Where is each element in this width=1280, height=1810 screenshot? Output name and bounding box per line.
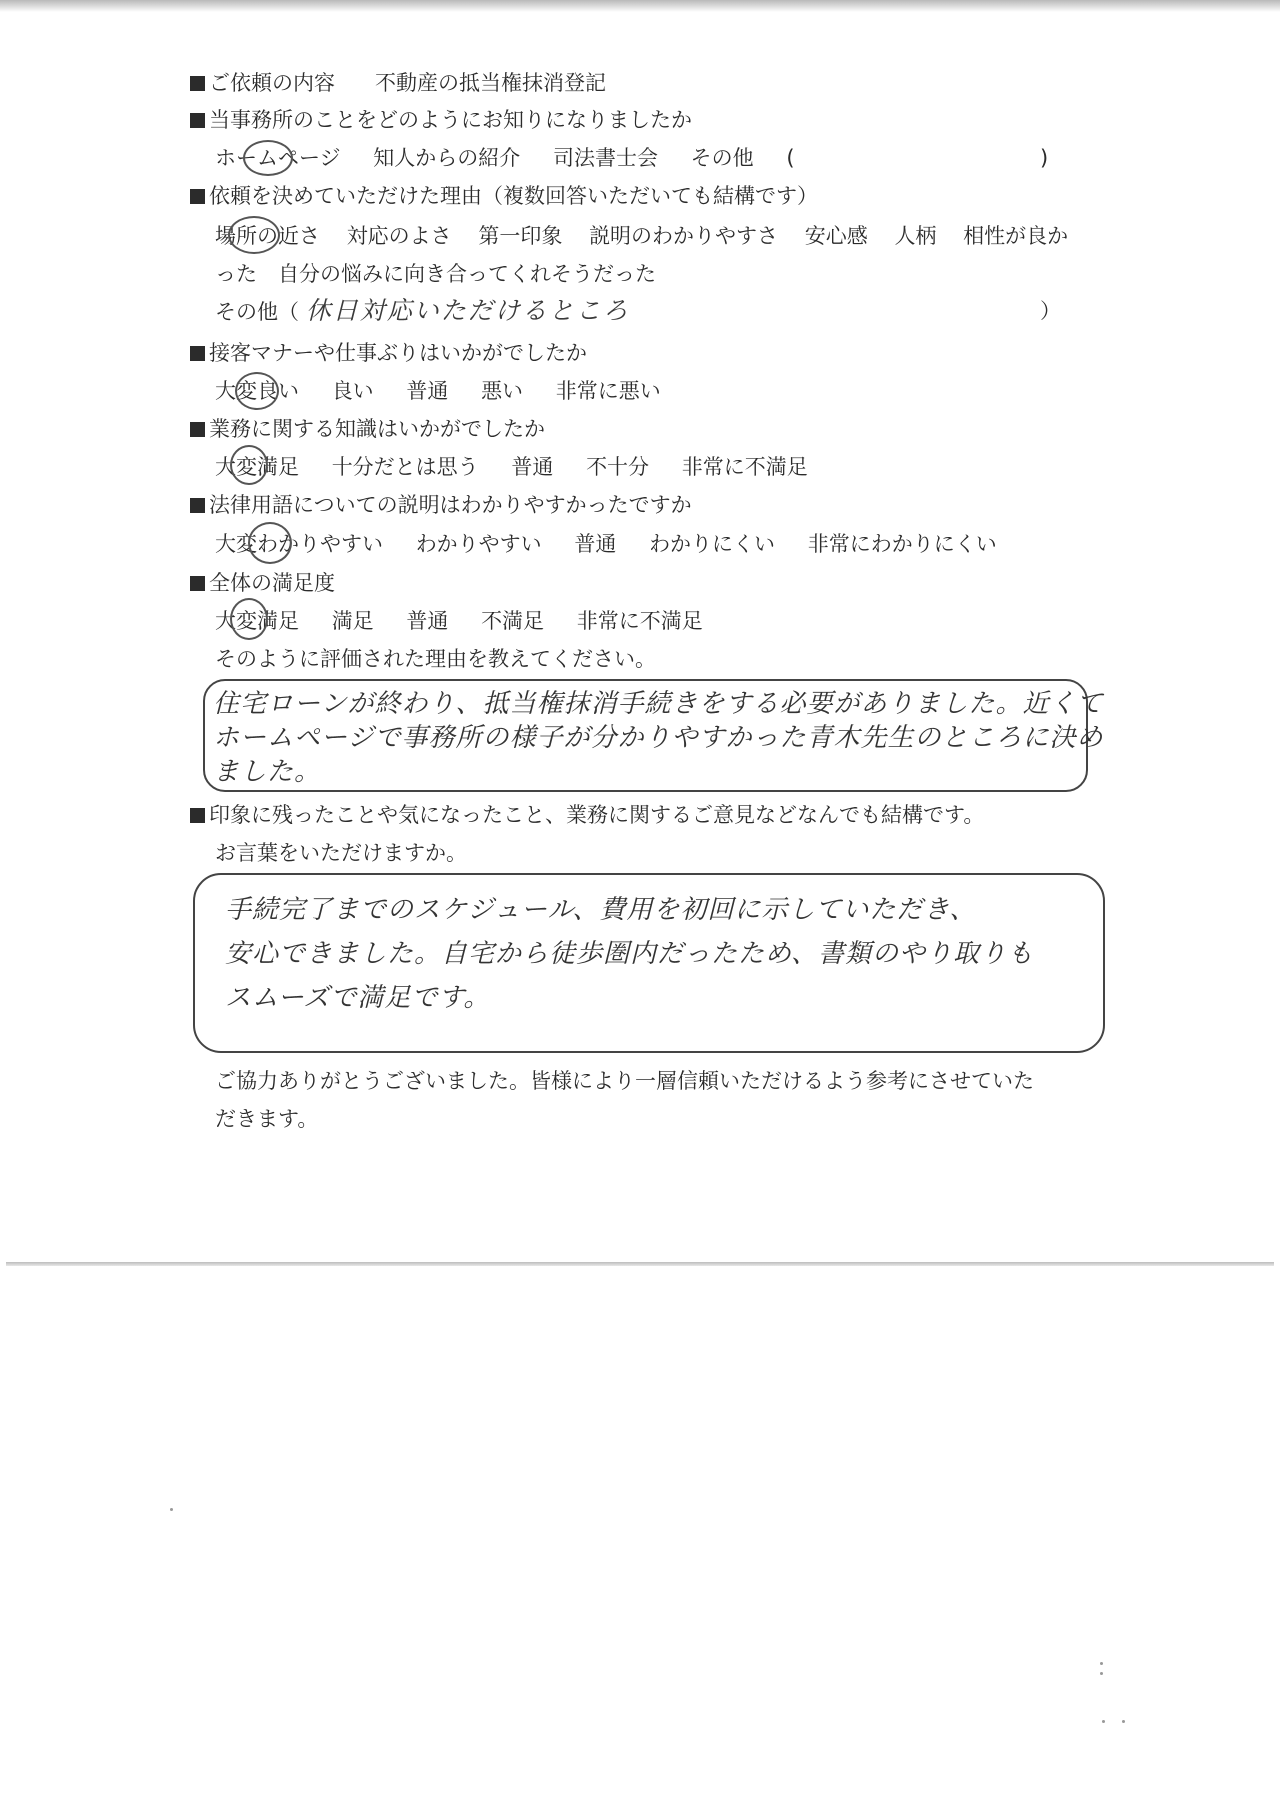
option-bar-association[interactable]: 司法書士会	[552, 146, 658, 170]
q2-row	[190, 105, 692, 135]
selection-circle-icon	[235, 372, 279, 410]
selection-circle-icon	[243, 140, 293, 176]
q4-row	[190, 338, 587, 368]
option-very-good[interactable]: 大変良い	[215, 379, 299, 403]
option-very-clear[interactable]: 大変わかりやすい	[215, 532, 383, 556]
q7-reason-prompt: そのように評価された理由を教えてください。	[215, 647, 656, 671]
option-location[interactable]: 場所の近さ	[215, 224, 320, 248]
q2-label: 当事務所のことをどのようにお知りになりましたか	[209, 108, 692, 132]
option-normal[interactable]: 普通	[574, 532, 617, 556]
q1-row	[190, 68, 606, 98]
option-very-unsatisfied[interactable]: 非常に不満足	[576, 609, 703, 633]
option-homepage[interactable]: ホームページ	[215, 146, 341, 170]
paren-close: )	[1040, 146, 1049, 170]
q7-options	[215, 606, 703, 636]
q5-label: 業務に関する知識はいかがでしたか	[209, 417, 545, 441]
scan-speck	[1100, 1662, 1103, 1665]
comment-textbox[interactable]	[193, 873, 1105, 1053]
q3-label: 依頼を決めていただけた理由（複数回答いただいても結構です）	[209, 184, 818, 208]
q2-options	[215, 143, 795, 173]
paren-open: (	[786, 146, 795, 170]
option-normal[interactable]: 普通	[406, 379, 449, 403]
scan-top-edge	[0, 0, 1280, 12]
bullet-square-icon	[190, 113, 205, 128]
reason-textbox[interactable]	[203, 679, 1104, 792]
q6-label: 法律用語についての説明はわかりやすかったですか	[209, 493, 692, 517]
comment-line-1: 手続完了までのスケジュール、費用を初回に示していただき、	[225, 895, 977, 925]
scan-speck	[1100, 1672, 1103, 1675]
option-compatibility[interactable]: 相性が良か	[963, 224, 1069, 248]
selection-circle-icon	[230, 598, 268, 640]
q8-label: 印象に残ったことや気になったこと、業務に関するご意見などなんでも結構です。	[209, 803, 985, 827]
scan-fold-line	[6, 1262, 1274, 1266]
option-satisfied[interactable]: 満足	[331, 609, 374, 633]
q1-answer: 不動産の抵当権抹消登記	[375, 71, 606, 95]
q6-options	[215, 529, 997, 559]
bullet-square-icon	[190, 76, 205, 91]
option-response[interactable]: 対応のよさ	[346, 224, 452, 248]
q3-options-line2[interactable]: った 自分の悩みに向き合ってくれそうだった	[215, 262, 656, 286]
option-very-satisfied[interactable]: 大変満足	[215, 609, 299, 633]
option-other[interactable]: その他	[690, 146, 754, 170]
selection-circle-icon	[230, 445, 268, 485]
closing-line-1: ご協力ありがとうございました。皆様により一層信頼いただけるよう参考にさせていた	[215, 1069, 1034, 1093]
q3-other-label: その他（	[215, 300, 299, 324]
option-bad[interactable]: 悪い	[481, 379, 524, 403]
option-normal[interactable]: 普通	[406, 609, 449, 633]
selection-circle-icon	[228, 216, 280, 254]
reason-line-3: ました。	[213, 757, 322, 787]
option-reassurance[interactable]: 安心感	[804, 224, 868, 248]
option-normal[interactable]: 普通	[511, 455, 554, 479]
selection-circle-icon	[248, 522, 292, 564]
q8-row	[190, 800, 984, 830]
closing-line-2: だきます。	[215, 1107, 319, 1131]
q1-label: ご依頼の内容	[209, 71, 335, 95]
reason-line-1: 住宅ローンが終わり、抵当権抹消手続きをする必要がありました。近くて	[213, 689, 1104, 719]
q5-row	[190, 414, 545, 444]
bullet-square-icon	[190, 808, 205, 823]
option-clear[interactable]: わかりやすい	[415, 532, 542, 556]
option-first-impression[interactable]: 第一印象	[478, 224, 563, 248]
option-very-satisfied[interactable]: 大変満足	[215, 455, 299, 479]
option-very-unsatisfied[interactable]: 非常に不満足	[681, 455, 808, 479]
q7-row	[190, 568, 335, 598]
q4-options	[215, 376, 661, 406]
option-very-unclear[interactable]: 非常にわかりにくい	[807, 532, 997, 556]
option-referral[interactable]: 知人からの紹介	[373, 146, 521, 170]
scan-speck	[170, 1508, 173, 1511]
option-good[interactable]: 良い	[331, 379, 374, 403]
bullet-square-icon	[190, 189, 205, 204]
q3-other-handwritten: 休日対応いただけるところ	[305, 296, 630, 325]
option-sufficient[interactable]: 十分だとは思う	[331, 455, 479, 479]
option-very-bad[interactable]: 非常に悪い	[555, 379, 661, 403]
q6-row	[190, 490, 692, 520]
scan-speck	[1122, 1720, 1125, 1723]
bullet-square-icon	[190, 346, 205, 361]
option-clear-explanation[interactable]: 説明のわかりやすさ	[589, 224, 779, 248]
paren-close: ）	[1040, 299, 1061, 323]
reason-line-2: ホームページで事務所の様子が分かりやすかった青木先生のところに決め	[213, 723, 1104, 753]
q5-options	[215, 452, 808, 482]
q3-row	[190, 181, 818, 211]
q3-options-line1	[215, 221, 1068, 251]
bullet-square-icon	[190, 498, 205, 513]
option-personality[interactable]: 人柄	[894, 224, 937, 248]
comment-line-3: スムーズで満足です。	[225, 983, 491, 1013]
option-unsatisfied[interactable]: 不満足	[481, 609, 545, 633]
q4-label: 接客マナーや仕事ぶりはいかがでしたか	[209, 341, 587, 365]
bullet-square-icon	[190, 576, 205, 591]
q3-other-row	[215, 296, 630, 327]
option-unclear[interactable]: わかりにくい	[649, 532, 776, 556]
comment-line-2: 安心できました。自宅から徒歩圏内だったため、書類のやり取りも	[225, 939, 1034, 969]
q8-label-2: お言葉をいただけますか。	[215, 841, 467, 865]
scan-speck	[1102, 1720, 1105, 1723]
option-insufficient[interactable]: 不十分	[586, 455, 650, 479]
q7-label: 全体の満足度	[209, 571, 335, 595]
bullet-square-icon	[190, 422, 205, 437]
